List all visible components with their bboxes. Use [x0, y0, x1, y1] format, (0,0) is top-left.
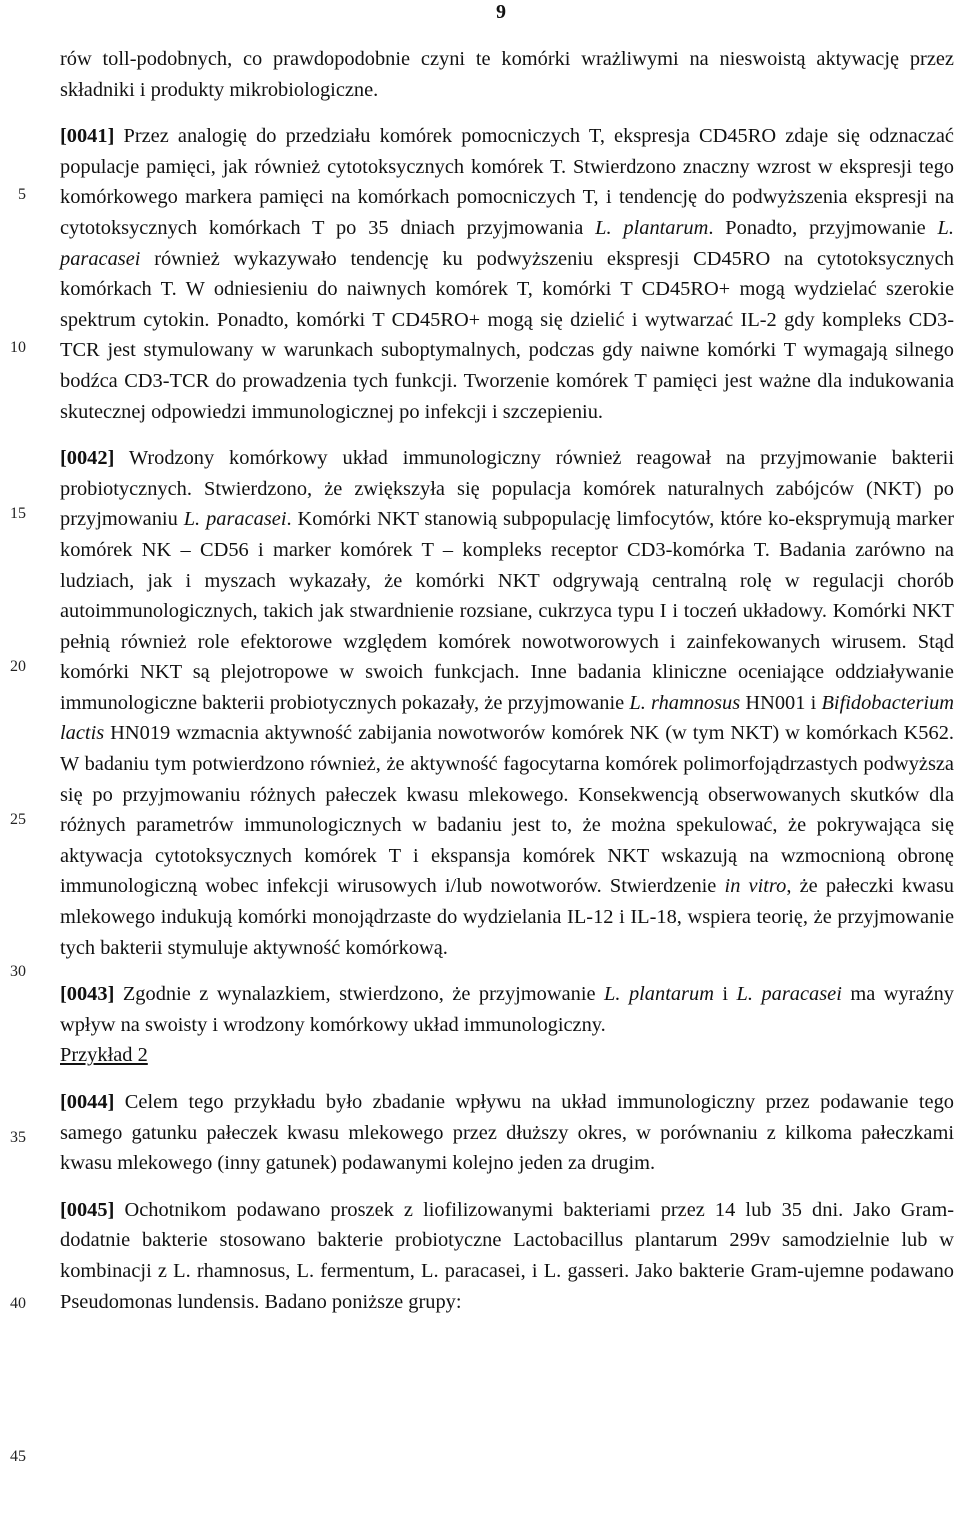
paragraph-continuation	[60, 44, 954, 105]
paragraph-text: HN001 i	[740, 691, 822, 714]
paragraph-text: Przez analogię do przedziału komórek pomocniczych T, ekspresja CD45RO zdaje się odznaczać populacje pamięci, jak również cytotoksycznych komórek T. Stwierdzono znaczny wzrost w ekspresji tego komórkowego markera pamięci na komórkach pomocniczych T, i tendencję do podwyższenia ekspresji na cytotoksycznych komórkach T po 35 dniach przyjmowania	[60, 125, 954, 239]
species-name: L. plantarum	[595, 216, 709, 239]
paragraph-id: [0043]	[60, 983, 115, 1006]
paragraph-text: Wrodzony komórkowy układ immunologiczny również reagował na przyjmowanie bakterii probiotycznych. Stwierdzono, że zwiększyła się populacja komórek naturalnych zabójców (NKT) po przyjmowaniu	[60, 447, 954, 531]
line-number: 40	[10, 1295, 26, 1312]
paragraph-0043	[60, 979, 954, 1040]
paragraph-0041	[60, 121, 954, 427]
paragraph-text: HN019 wzmacnia aktywność zabijania nowotworów komórek NK (w tym NKT) w komórkach K562. W badaniu tym potwierdzono również, że aktywność fagocytarna komórek polimorfojądrzastych podwyższa się po przyjmowaniu różnych pałeczek kwasu mlekowego. Konsekwencją obserwowanych skutków dla różnych parametrów immunologicznych w badaniu jest to, że można spekulować, że pokrywająca się aktywacja cytotoksycznych komórek T i ekspansja komórek NKT wskazują na wzmocnioną obronę immunologiczną wobec infekcji wirusowych i/lub nowotworów. Stwierdzenie	[60, 722, 954, 898]
line-number: 5	[18, 186, 26, 203]
species-name: L. plantarum	[604, 983, 714, 1006]
paragraph-0044	[60, 1087, 954, 1179]
paragraph-text: . Ponadto, przyjmowanie	[708, 216, 938, 239]
species-name: Bifidobacterium lactis	[60, 691, 954, 745]
paragraph-0042	[60, 443, 954, 963]
section-heading: Przykład 2	[60, 1044, 148, 1067]
paragraph-text: i	[713, 983, 737, 1006]
line-number: 30	[10, 963, 26, 980]
paragraph-text: . Komórki NKT stanowią subpopulację limfocytów, które ko-eksprymują marker komórek NK – CD56 i marker komórek T – kompleks receptor CD3-komórka T. Badania zarówno na ludziach, jak i myszach wykazały, że komórki NKT odgrywają centralną rolę w regulacji chorób autoimmunologicznych, takich jak stwardnienie rozsiane, cukrzyca typu I i toczeń układowy. Komórki NKT pełnią również role efektorowe względem komórek nowotworowych i zainfekowanych wirusem. Stąd komórki NKT są plejotropowe w swoich funkcjach. Inne badania kliniczne oceniające oddziaływanie immunologiczne bakterii probiotycznych pokazały, że przyjmowanie	[60, 508, 954, 714]
paragraph-text: Zgodnie z wynalazkiem, stwierdzono, że przyjmowanie	[114, 983, 605, 1006]
paragraph-0045	[60, 1195, 954, 1317]
latin-phrase: in vitro	[724, 875, 787, 898]
species-name: L. paracasei	[736, 983, 842, 1006]
line-number: 10	[10, 339, 26, 356]
line-number: 35	[10, 1129, 26, 1146]
line-number: 25	[10, 811, 26, 828]
paragraph-text: również wykazywało tendencję ku podwyższeniu ekspresji CD45RO na cytotoksycznych komórkach T. W odniesieniu do naiwnych komórek T, komórki T CD45RO+ mogą wydzielać szerokie spektrum cytokin. Ponadto, komórki T CD45RO+ mogą się dzielić i wytwarzać IL-2 gdy kompleks CD3-TCR jest stymulowany w warunkach suboptymalnych, podczas gdy naiwne komórki T wymagają silnego bodźca CD3-TCR do prowadzenia tych funkcji. Tworzenie komórek T pamięci jest ważne dla indukowania skutecznej odpowiedzi immunologicznej po infekcji i szczepieniu.	[60, 247, 954, 423]
paragraph-id: [0044]	[60, 1091, 115, 1113]
paragraph-text: Celem tego przykładu było zbadanie wpływu na układ immunologiczny przez podawanie tego samego gatunku pałeczek kwasu mlekowego przez dłuższy okres, w porównaniu z kilkoma pałeczkami kwasu mlekowego (inny gatunek) podawanymi kolejno jeden za drugim.	[60, 1091, 954, 1175]
paragraph-text: , że pałeczki kwasu mlekowego indukują komórki monojądrzaste do wydzielania IL-12 i IL-18, wspiera teorię, że przyjmowanie tych bakterii stymuluje aktywność komórkową.	[60, 875, 955, 959]
species-name: L. paracasei	[60, 216, 954, 270]
paragraph-id: [0041]	[60, 125, 115, 148]
paragraph-text: ma wyraźny wpływ na swoisty i wrodzony komórkowy układ immunologiczny.	[60, 983, 954, 1036]
line-number-gutter	[0, 0, 50, 1528]
line-number: 20	[10, 658, 26, 675]
document-body	[60, 44, 954, 1317]
paragraph-text: Ochotnikom podawano proszek z liofilizowanymi bakteriami przez 14 lub 35 dni. Jako Gram-dodatnie bakterie stosowano bakterie probiotyczne Lactobacillus plantarum 299v samodzielnie lub w kombinacji z L. rhamnosus, L. fermentum, L. paracasei, i L. gasseri. Jako bakterie Gram-ujemne podawano Pseudomonas lundensis. Badano poniższe grupy:	[60, 1198, 954, 1313]
paragraph-id: [0045]	[60, 1198, 115, 1221]
paragraph-text: rów toll-podobnych, co prawdopodobnie czyni te komórki wrażliwymi na nieswoistą aktywację przez składniki i produkty mikrobiologiczne.	[60, 48, 954, 101]
line-number: 45	[10, 1448, 26, 1465]
species-name: L. paracasei	[183, 508, 287, 531]
page-number: 9	[496, 1, 506, 23]
paragraph-id: [0042]	[60, 447, 115, 470]
species-name: L. rhamnosus	[629, 691, 741, 714]
line-number: 15	[10, 505, 26, 522]
